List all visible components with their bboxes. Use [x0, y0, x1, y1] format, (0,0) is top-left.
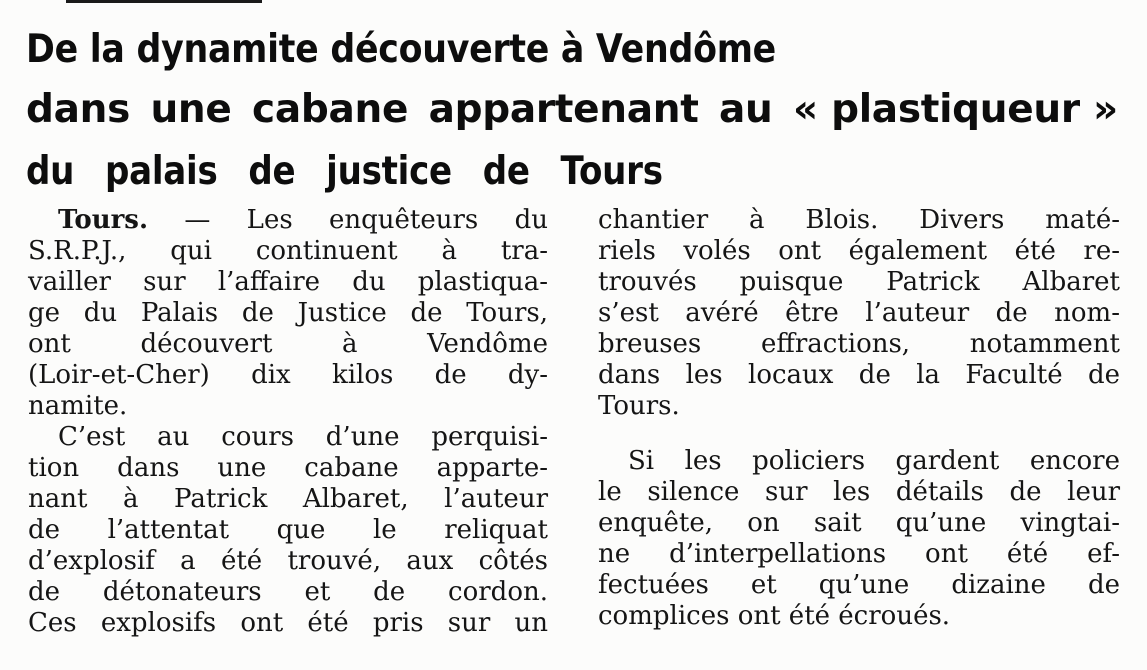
headline-word: Tours: [560, 149, 663, 194]
headline-word: du: [26, 149, 75, 194]
paragraph-line: ont découvert à Vendôme: [28, 329, 548, 359]
paragraph-line: chantier à Blois. Divers maté-: [598, 205, 1120, 235]
headline-word: palais: [104, 149, 218, 194]
article-paragraph-3: [598, 205, 1120, 422]
paragraph-line: dans les locaux de la Faculté de: [598, 360, 1120, 390]
article-column-right: [598, 205, 1120, 632]
paragraph-line: Ces explosifs ont été pris sur un: [28, 608, 548, 638]
paragraph-line: Tours.: [598, 391, 680, 421]
paragraph-line: vailler sur l’affaire du plastiqua-: [28, 267, 548, 297]
paragraph-line: ge du Palais de Justice de Tours,: [28, 298, 548, 328]
paragraph-line: enquête, on sait qu’une vingtai-: [598, 508, 1120, 538]
paragraph-line: le silence sur les détails de leur: [598, 477, 1120, 507]
paragraph-line: de détonateurs et de cordon.: [28, 577, 548, 607]
headline-word: au: [719, 87, 773, 132]
dateline: Tours.: [58, 205, 148, 235]
paragraph-line: Si les policiers gardent encore: [628, 446, 1120, 476]
paragraph-line: d’explosif a été trouvé, aux côtés: [28, 546, 548, 576]
headline-word: justice: [326, 149, 452, 194]
paragraph-text: — Les enquêteurs du: [148, 205, 548, 235]
paragraph-line: (Loir-et-Cher) dix kilos de dy-: [28, 360, 548, 390]
paragraph-line: C’est au cours d’une perquisi-: [58, 422, 548, 452]
top-rule: [66, 0, 262, 3]
paragraph-line: complices ont été écroués.: [598, 601, 951, 631]
paragraph-line: breuses effractions, notamment: [598, 329, 1120, 359]
article-paragraph-2: [28, 422, 548, 639]
paragraph-line: S.R.P.J., qui continuent à tra-: [28, 236, 548, 266]
headline-line-3: [26, 149, 682, 194]
paragraph-line: s’est avéré être l’auteur de nom-: [598, 298, 1120, 328]
paragraph-line: tion dans une cabane apparte-: [28, 453, 548, 483]
paragraph-line: ne d’interpellations ont été ef-: [598, 539, 1120, 569]
headline-line-2: [26, 87, 1118, 132]
article-paragraph-1: [28, 205, 548, 422]
paragraph-line: fectuées et qu’une dizaine de: [598, 570, 1120, 600]
paragraph-line: riels volés ont également été re-: [598, 236, 1120, 266]
paragraph-line: de l’attentat que le reliquat: [28, 515, 548, 545]
paragraph-line-first: [28, 205, 548, 236]
headline-word: de: [482, 149, 530, 194]
paragraph-line: nant à Patrick Albaret, l’auteur: [28, 484, 548, 514]
headline-line-1: De la dynamite découverte à Vendôme: [26, 27, 776, 72]
headline-word: de: [248, 149, 296, 194]
headline-word: dans: [26, 87, 131, 132]
paragraph-line: trouvés puisque Patrick Albaret: [598, 267, 1120, 297]
headline-word: une: [150, 87, 232, 132]
paragraph-line: namite.: [28, 391, 128, 421]
article-column-left: [28, 205, 548, 639]
paragraph-gap: [598, 422, 1120, 446]
headline-word: « plastiqueur »: [792, 87, 1118, 132]
headline-word: cabane: [252, 87, 409, 132]
headline-word: appartenant: [428, 87, 699, 132]
article-paragraph-4: [598, 446, 1120, 632]
